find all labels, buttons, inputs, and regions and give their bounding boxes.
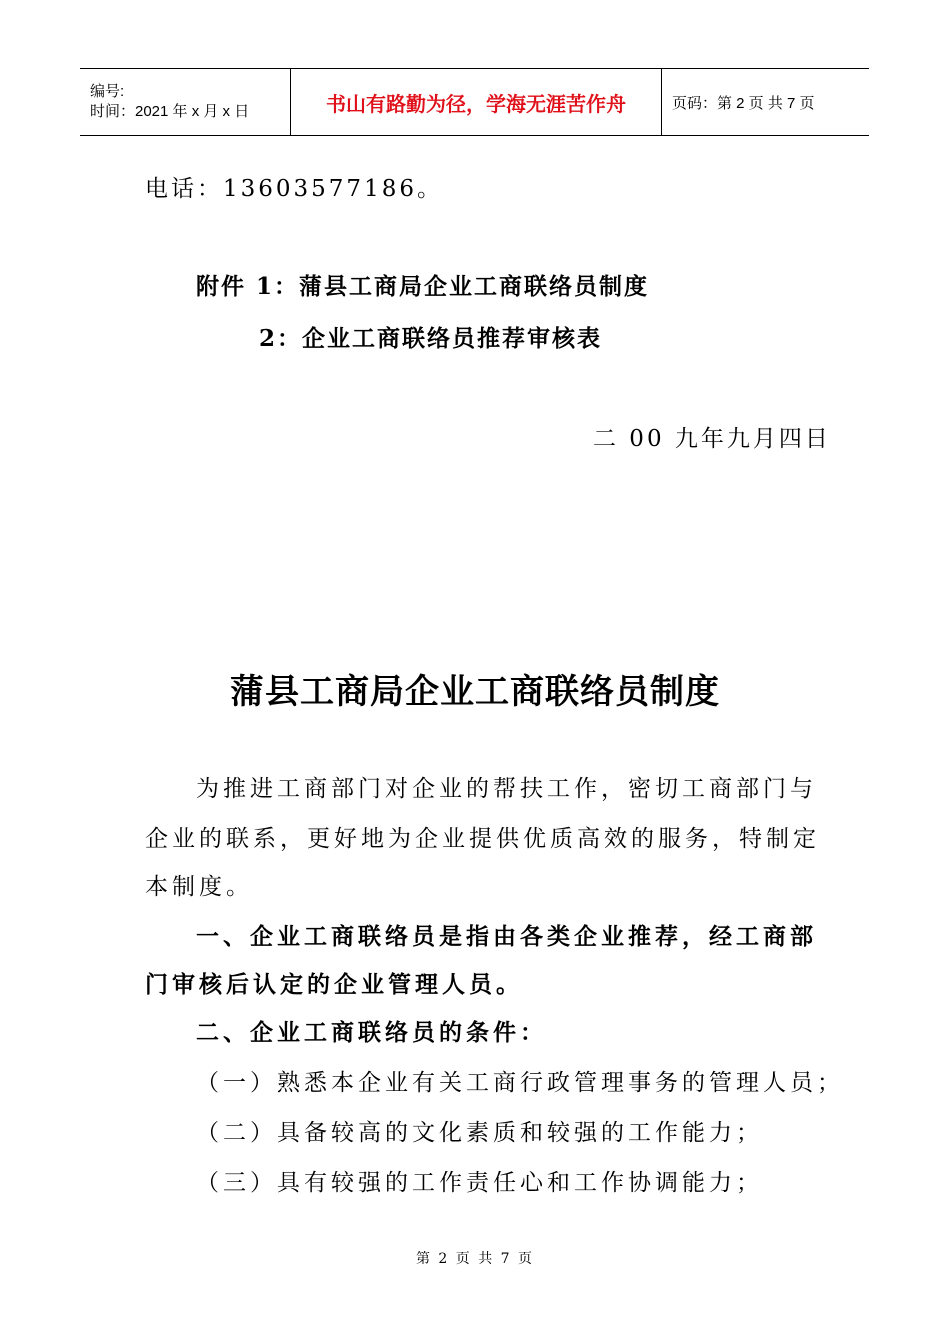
page-footer: 第 2 页 共 7 页 — [415, 1251, 535, 1267]
intro-line: 本制度。 — [145, 874, 253, 900]
header-page-info: 页码：第 2 页 共 7 页 — [662, 69, 870, 136]
serial-number-label: 编号: — [90, 83, 125, 100]
time-label: 时间：2021 年 x 月 x 日 — [90, 103, 250, 120]
condition-item: （三）具有较强的工作责任心和工作协调能力； — [196, 1170, 763, 1196]
condition-item: （一）熟悉本企业有关工商行政管理事务的管理人员； — [196, 1070, 844, 1096]
header-meta-cell — [80, 69, 291, 136]
condition-item: （二）具备较高的文化素质和较强的工作能力； — [196, 1120, 763, 1146]
attachment-2: 2：企业工商联络员推荐审核表 — [259, 325, 603, 352]
regulation-title: 蒲县工商局企业工商联络员制度 — [230, 672, 720, 712]
phone-line: 电话：13603577186。 — [145, 176, 443, 202]
issue-date: 二 00 九年九月四日 — [593, 426, 831, 452]
section-2-heading: 二、企业工商联络员的条件： — [196, 1019, 547, 1046]
section-1-line: 门审核后认定的企业管理人员。 — [145, 971, 523, 998]
intro-line: 企业的联系，更好地为企业提供优质高效的服务，特制定 — [145, 826, 820, 852]
attachment-1: 附件 1：蒲县工商局企业工商联络员制度 — [196, 273, 650, 300]
header-motto: 书山有路勤为径，学海无涯苦作舟 — [291, 69, 662, 136]
section-1-line: 一、企业工商联络员是指由各类企业推荐，经工商部 — [196, 923, 817, 950]
document-header — [80, 68, 869, 136]
intro-line: 为推进工商部门对企业的帮扶工作，密切工商部门与 — [196, 776, 817, 802]
